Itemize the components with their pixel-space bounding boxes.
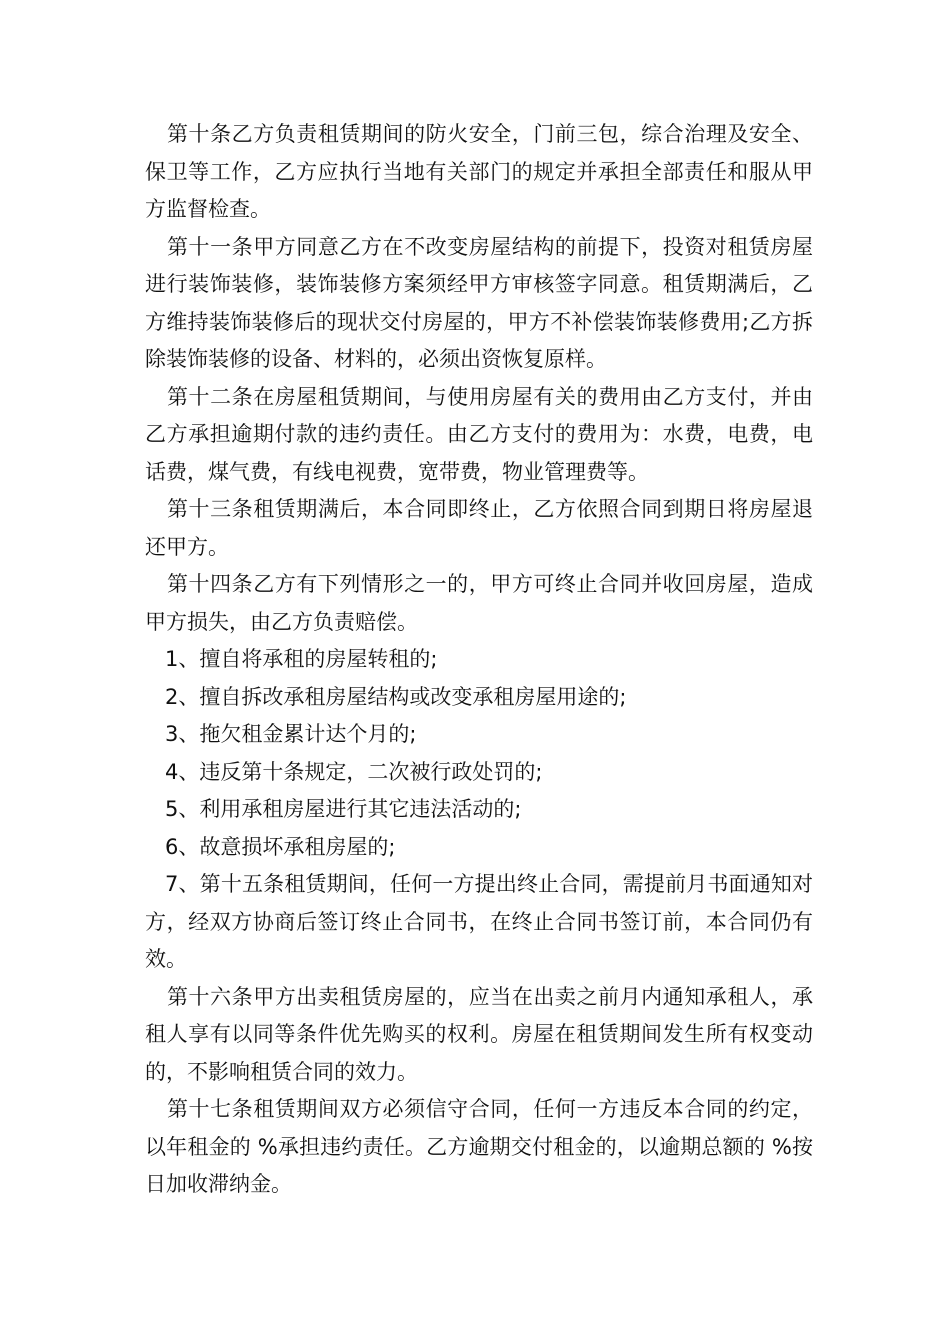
document-body (145, 116, 813, 1204)
clause-13: 第十三条租赁期满后，本合同即终止，乙方依照合同到期日将房屋退还甲方。 (145, 497, 813, 559)
clause-14: 第十四条乙方有下列情形之一的，甲方可终止合同并收回房屋，造成甲方损失，由乙方负责赔偿。 (145, 572, 813, 634)
list-item-7: 7、第十五条租赁期间，任何一方提出终止合同，需提前月书面通知对方，经双方协商后签订终止合同书，在终止合同书签订前，本合同仍有效。 (145, 872, 813, 971)
clause-12: 第十二条在房屋租赁期间，与使用房屋有关的费用由乙方支付，并由乙方承担逾期付款的违约责任。由乙方支付的费用为：水费，电费，电话费，煤气费，有线电视费，宽带费，物业管理费等。 (145, 384, 813, 484)
list-item-4: 4、违反第十条规定，二次被行政处罚的; (165, 759, 543, 784)
clause-11: 第十一条甲方同意乙方在不改变房屋结构的前提下，投资对租赁房屋进行装饰装修，装饰装修方案须经甲方审核签字同意。租赁期满后，乙方维持装饰装修后的现状交付房屋的，甲方不补偿装饰装修费用;乙方拆除装饰装修的设备、材料的，必须出资恢复原样。 (145, 234, 813, 371)
list-item-3: 3、拖欠租金累计达个月的; (165, 722, 417, 746)
clause-10: 第十条乙方负责租赁期间的防火安全，门前三包，综合治理及安全、保卫等工作，乙方应执行当地有关部门的规定并承担全部责任和服从甲方监督检查。 (145, 122, 813, 221)
list-item-2: 2、擅自拆改承租房屋结构或改变承租房屋用途的; (165, 684, 627, 709)
list-item-1: 1、擅自将承租的房屋转租的; (165, 647, 438, 671)
list-item-6: 6、故意损坏承租房屋的; (165, 834, 396, 859)
clause-16: 第十六条甲方出卖租赁房屋的，应当在出卖之前月内通知承租人，承租人享有以同等条件优先购买的权利。房屋在租赁期间发生所有权变动的，不影响租赁合同的效力。 (145, 984, 813, 1084)
list-item-5: 5、利用承租房屋进行其它违法活动的; (165, 797, 522, 821)
clause-17: 第十七条租赁期间双方必须信守合同，任何一方违反本合同的约定，以年租金的 %承担违约责任。乙方逾期交付租金的，以逾期总额的 %按日加收滞纳金。 (145, 1097, 813, 1196)
